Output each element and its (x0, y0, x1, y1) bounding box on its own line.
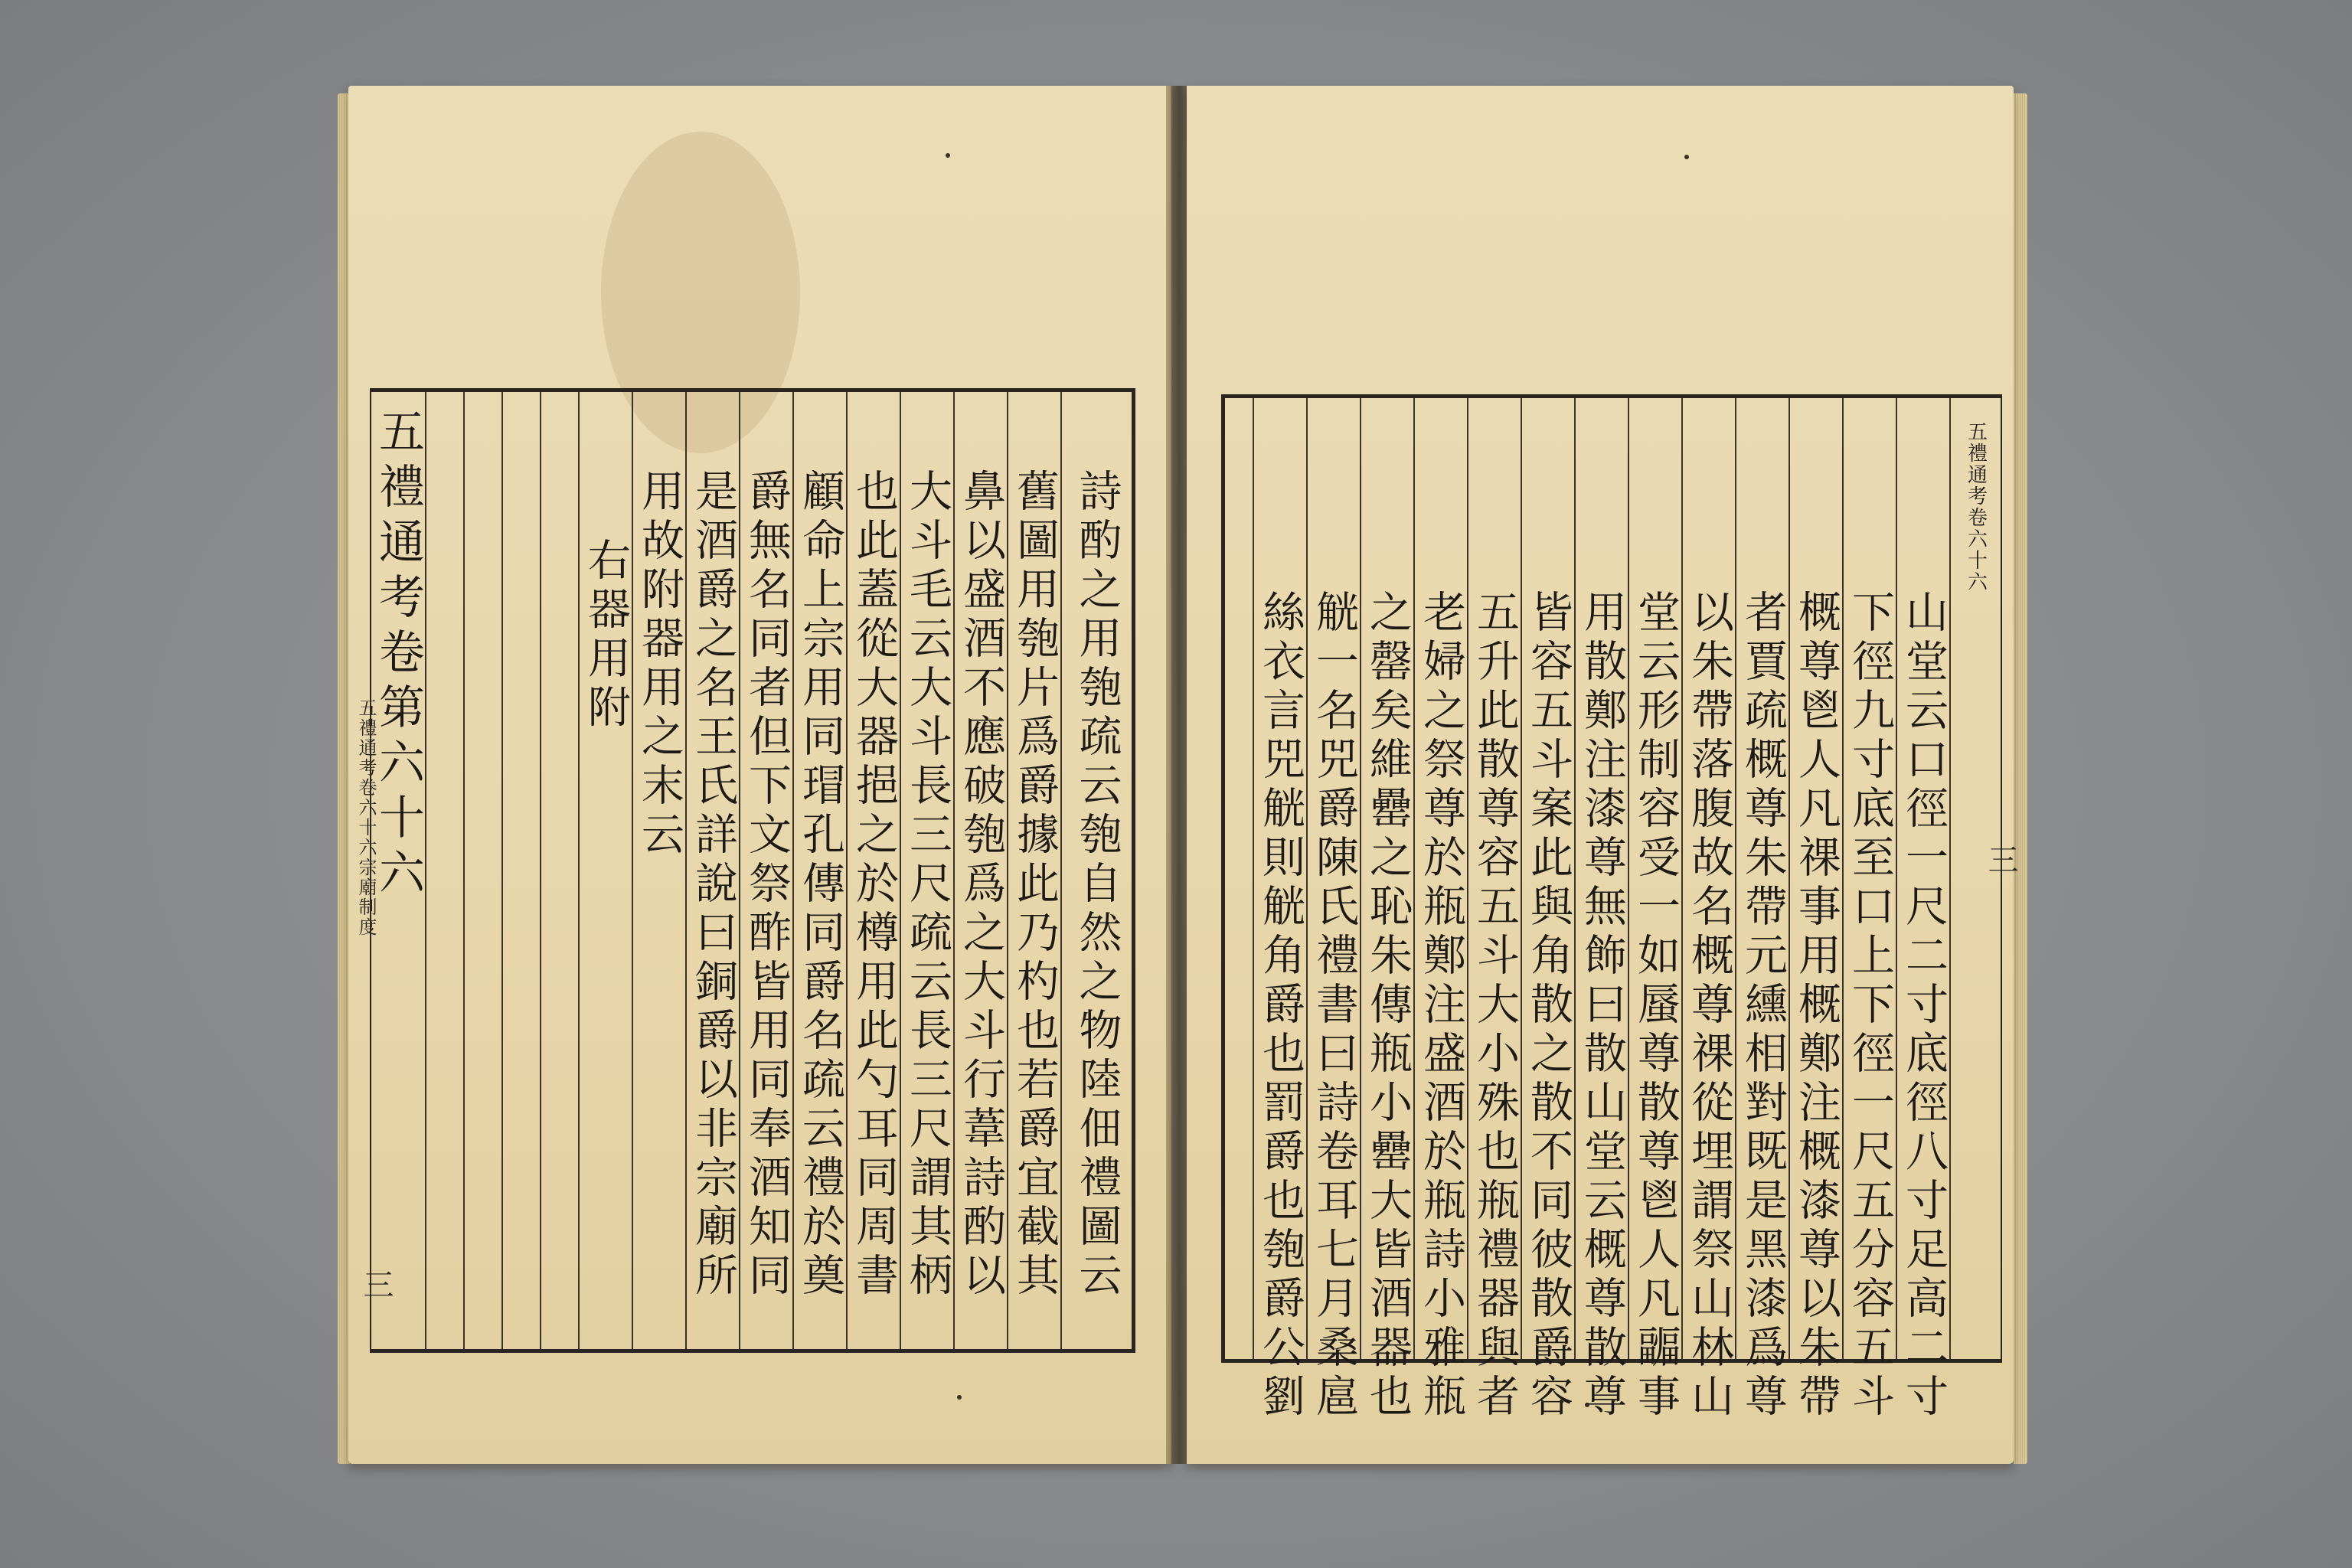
text-line: 堂云形制容受一如蜃尊散尊鬯人凡疈事 (1631, 590, 1681, 1423)
text-line: 老婦之祭尊於瓶鄭注盛酒於瓶詩小雅瓶 (1416, 590, 1466, 1423)
text-line: 舊圖用匏片爲爵據此乃杓也若爵宜截其 (1010, 469, 1060, 1302)
text-column (739, 392, 792, 1349)
text-column (953, 392, 1007, 1349)
text-line: 顧命上宗用同瑁孔傳同爵名疏云禮於奠 (795, 469, 845, 1302)
text-column (685, 392, 739, 1349)
text-column (792, 392, 846, 1349)
text-column (1007, 392, 1060, 1349)
text-line: 是酒爵之名王氏詳說曰銅爵以非宗廟所 (688, 469, 738, 1302)
text-column (1896, 398, 1949, 1423)
text-line: 之罄矣維罍之恥朱傳瓶小罍大皆酒器也 (1363, 590, 1413, 1423)
right-page-edges (2014, 93, 2027, 1464)
volume-title: 五禮通考卷第六十六 (371, 407, 425, 903)
text-column (1681, 398, 1735, 1423)
text-column (1413, 398, 1467, 1423)
text-column (1521, 398, 1574, 1423)
text-column (1788, 398, 1842, 1423)
paper-speck (957, 1395, 962, 1400)
text-line: 爵無名同者但下文祭酢皆用同奉酒知同 (742, 469, 792, 1302)
right-text-block (1221, 394, 2002, 1423)
left-page (348, 86, 1171, 1464)
text-column (578, 392, 632, 1349)
section-heading: 右器用附 (581, 537, 631, 733)
empty-column (540, 392, 578, 1349)
text-line: 大斗毛云大斗長三尺疏云長三尺謂其柄 (903, 469, 952, 1302)
text-column (1735, 398, 1788, 1423)
text-line: 下徑九寸底至口上下徑一尺五分容五斗 (1845, 590, 1895, 1423)
text-column (1574, 398, 1628, 1423)
text-column (900, 392, 953, 1349)
text-line: 山堂云口徑一尺二寸底徑八寸足高二寸 (1899, 590, 1949, 1423)
text-column (1060, 392, 1132, 1349)
text-line: 五升此散尊容五斗大小殊也瓶禮器與者 (1470, 590, 1520, 1423)
center-fold-column (1949, 398, 2001, 1359)
text-line: 用故附器用之末云 (635, 469, 684, 861)
empty-column (1225, 398, 1253, 1359)
left-folio-number: 三 (358, 1269, 394, 1299)
left-side-label: 五禮通考卷六十六宗廟制度 (355, 698, 377, 937)
right-folio-number: 三 (1983, 844, 2018, 874)
text-line: 者賈疏概尊朱帶元纁相對既是黑漆爲尊 (1738, 590, 1788, 1423)
empty-column (501, 392, 540, 1349)
text-column (1360, 398, 1413, 1423)
text-column (1628, 398, 1681, 1423)
open-book (348, 86, 2017, 1510)
text-column (1253, 398, 1306, 1423)
empty-column (425, 392, 463, 1349)
text-line: 絲衣言兕觥則觥角爵也罰爵也匏爵公劉 (1256, 590, 1305, 1423)
text-column (846, 392, 900, 1349)
right-side-label: 五禮通考卷六十六 (1964, 421, 1988, 593)
left-title-column (371, 392, 425, 1349)
text-column (1306, 398, 1360, 1423)
text-column (632, 392, 685, 1349)
paper-speck (1684, 155, 1689, 159)
text-line: 詩酌之用匏疏云匏自然之物陸佃禮圖云 (1072, 469, 1122, 1302)
text-line: 鼻以盛酒不應破匏爲之大斗行葦詩酌以 (956, 469, 1006, 1302)
text-line: 概尊鬯人凡祼事用概鄭注概漆尊以朱帶 (1792, 590, 1841, 1423)
text-line: 也此蓋從大器挹之於樽用此勺耳同周書 (849, 469, 899, 1302)
text-line: 觥一名兕爵陳氏禮書曰詩卷耳七月桑扈 (1309, 590, 1359, 1423)
text-column (1842, 398, 1896, 1423)
text-line: 用散鄭注漆尊無飾曰散山堂云概尊散尊 (1577, 590, 1627, 1423)
paper-speck (946, 153, 950, 158)
left-text-block (370, 388, 1135, 1353)
empty-column (463, 392, 501, 1349)
text-line: 皆容五斗案此與角散之散不同彼散爵容 (1524, 590, 1573, 1423)
text-column (1467, 398, 1521, 1423)
text-line: 以朱帶落腹故名概尊祼從埋謂祭山林山 (1684, 590, 1734, 1423)
